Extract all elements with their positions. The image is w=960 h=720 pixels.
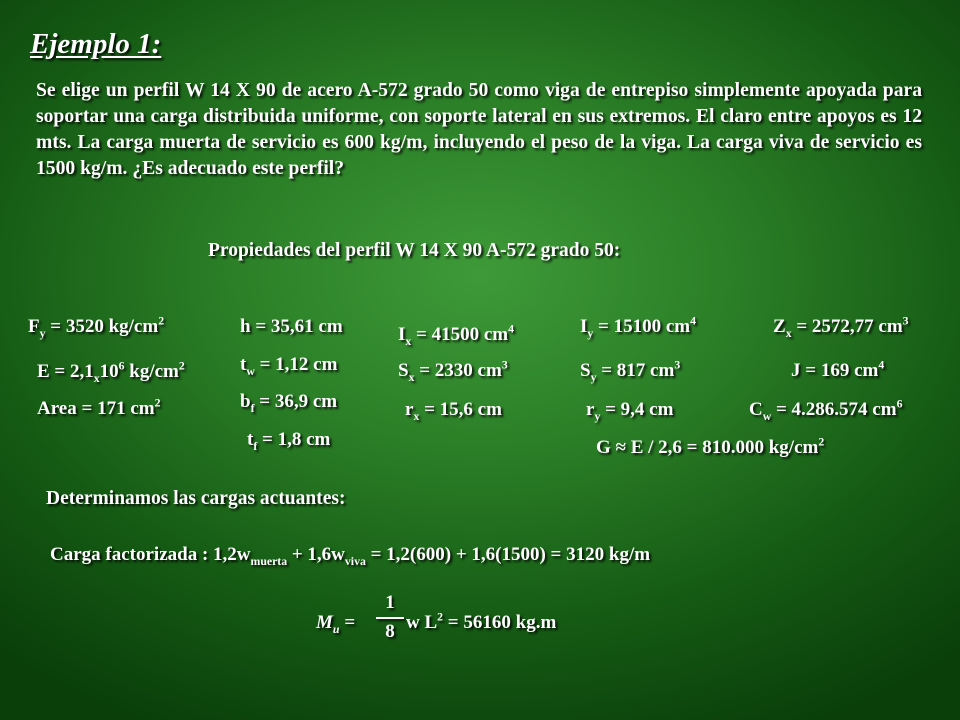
prop-iy: $I_y = 15100$ $cm^4$ (580, 314, 697, 340)
prop-ix: $I_x = 41500$ $cm^4$ (398, 322, 515, 348)
prop-tw: $t_w = 1,12$ cm (240, 354, 338, 378)
fraction-one-eighth (376, 592, 404, 643)
prop-h: h = 35,61 cm (240, 316, 343, 337)
prop-fy: $F_y = 3520$ $kg/cm^2$ (28, 314, 165, 340)
slide-title: Ejemplo 1: (30, 28, 162, 60)
fraction-bar (376, 617, 404, 619)
fraction-numerator: 1 (385, 592, 395, 613)
prop-area: Area = 171 $cm^2$ (37, 396, 161, 419)
prop-bf: $b_f = 36,9$ cm (240, 391, 338, 415)
prop-rx: $r_x = 15,6$ cm (405, 399, 502, 423)
moment-lhs: $M_u$ = (316, 612, 356, 636)
prop-zx: $Z_x = 2572,77$ $cm^3$ (773, 314, 909, 340)
moment-rhs: w $L^2 = 56160$ kg.m (406, 610, 557, 633)
fraction-denominator: 8 (385, 621, 395, 642)
prop-cw: $C_w = 4.286.574$ $cm^6$ (749, 397, 903, 423)
prop-ry: $r_y = 9,4$ cm (586, 399, 674, 423)
prop-e: $E = 2,1_x10^6$ $kg/cm^2$ (37, 359, 185, 385)
factored-load-equation: Carga factorizada : $1,2w_{muerta} + 1,6w_{viva} = 1,2(600) + 1,6(1500) = 3120$ kg/m (50, 544, 651, 568)
problem-statement: Se elige un perfil W 14 X 90 de acero A-572 grado 50 como viga de entrepiso simplemente apoyada para soportar una carga distribuida uniforme, con soporte lateral en sus extremos. El claro entre apoyos es 12 mts. La carga muerta de servicio es 600 kg/m, incluyendo el peso de la viga. La carga viva de servicio es 1500 kg/m. ¿Es adecuado este perfil? (36, 80, 922, 179)
properties-heading: Propiedades del perfil W 14 X 90 A-572 grado 50: (208, 240, 621, 261)
loads-heading: Determinamos las cargas actuantes: (46, 488, 346, 509)
prop-j: J = 169 $cm^4$ (791, 358, 885, 381)
prop-tf: $t_f = 1,8$ cm (247, 429, 331, 453)
prop-sy: $S_y = 817$ $cm^3$ (580, 358, 681, 384)
prop-sx: $S_x = 2330$ $cm^3$ (398, 358, 508, 384)
prop-g: G ≈ E / 2,6 = 810.000 $kg/cm^2$ (596, 435, 825, 458)
